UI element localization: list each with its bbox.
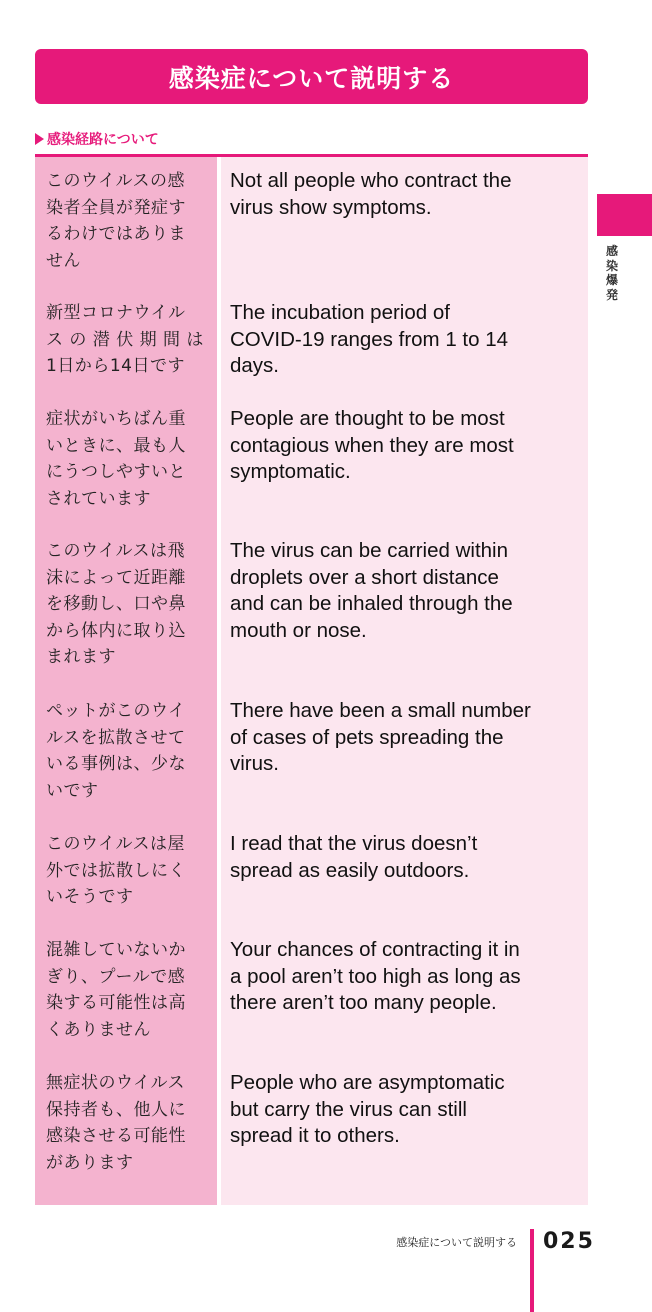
page-number: 025 [543,1229,595,1254]
chapter-tab [597,194,652,236]
running-title: 感染症について説明する [396,1236,517,1249]
japanese-phrase: 無症状のウイルス 保持者も、他人に 感染させる可能性 があります [46,1073,186,1173]
section-heading [35,128,159,150]
english-phrase: The virus can be carried within droplets over a short distance and can be inhaled through the mouth or nose. [230,539,513,642]
japanese-phrase: このウイルスは屋 外では拡散しにく いそうです [46,834,186,907]
english-phrase: People who are asymptomatic but carry the virus can still spread it to others. [230,1071,505,1147]
phrase-table [35,154,588,1205]
english-phrase: I read that the virus doesn’t spread as easily outdoors. [230,832,478,882]
japanese-phrase: 症状がいちばん重 いときに、最も人 にうつしやすいと されています [46,409,186,509]
footer-accent-bar [530,1229,534,1312]
english-phrase: The incubation period of COVID-19 ranges from 1 to 14 days. [230,301,509,377]
page-title: 感染症について説明する [168,63,455,93]
chapter-label: 感染爆発 [605,244,618,302]
triangle-bullet-icon [35,133,44,145]
japanese-phrase: ペットがこのウイ ルスを拡散させて いる事例は、少な いです [46,701,186,801]
english-phrase: People are thought to be most contagious when they are most symptomatic. [230,407,514,483]
japanese-phrase: このウイルスの感 染者全員が発症す るわけではありま せん [46,171,186,271]
english-phrase: Your chances of contracting it in a pool aren’t too high as long as there aren’t too many people. [230,938,521,1014]
japanese-phrase: 混雑していないか ぎり、プールで感 染する可能性は高 くありません [46,940,186,1040]
japanese-phrase: このウイルスは飛 沫によって近距離 を移動し、口や鼻 から体内に取り込 まれます [46,541,186,667]
japanese-phrase: 新型コロナウイル ス の 潜 伏 期 間 は 1日から14日です [46,303,204,376]
english-phrase: Not all people who contract the virus show symptoms. [230,169,512,219]
section-heading-text: 感染経路について [47,132,159,148]
title-banner [35,49,588,104]
column-divider [217,157,221,1205]
english-phrase: There have been a small number of cases of pets spreading the virus. [230,699,531,775]
